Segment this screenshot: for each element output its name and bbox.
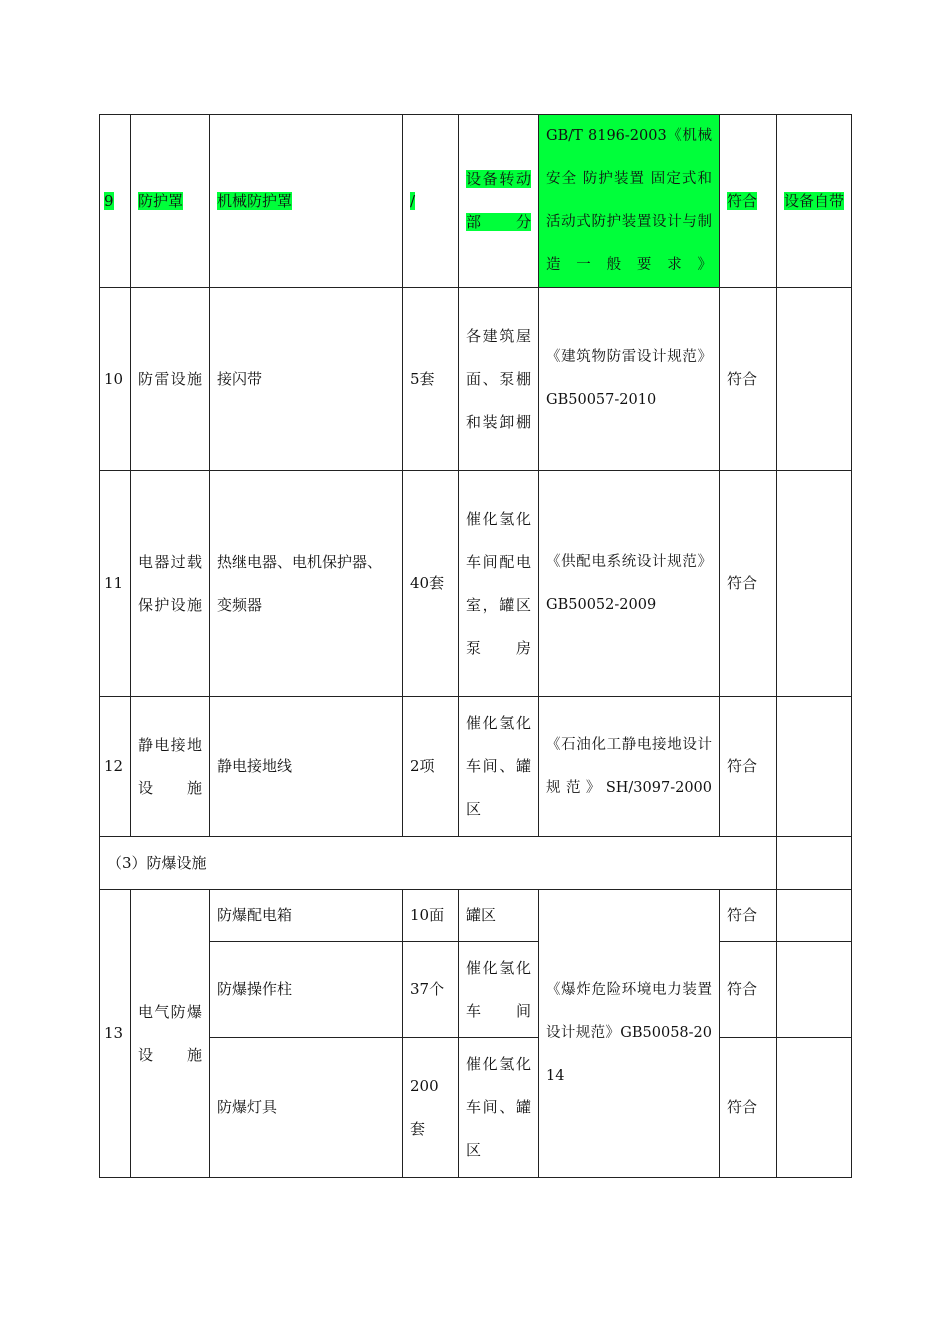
section-row (100, 837, 852, 890)
result: 符合 (720, 697, 777, 837)
category-cell (131, 890, 210, 1178)
standard-cell (539, 288, 720, 471)
location: 催化氢化车间、罐区 (466, 714, 531, 818)
location-cell (459, 471, 539, 697)
location-cell (459, 942, 539, 1038)
category-cell (131, 471, 210, 697)
standard-cell (539, 890, 720, 1178)
quantity: 37个 (403, 942, 459, 1038)
standard: GB/T 8196-2003《机械安全 防护装置 固定式和活动式防护装置设计与制造一般要求》 (546, 128, 712, 273)
result-cell (720, 115, 777, 288)
location: 各建筑屋面、泵棚和装卸棚 (466, 326, 531, 431)
section-title: （3）防爆设施 (100, 837, 777, 890)
category-cell (131, 697, 210, 837)
item: 防爆配电箱 (210, 890, 403, 942)
location: 罐区 (459, 890, 539, 942)
standard-cell (539, 471, 720, 697)
result: 符合 (720, 942, 777, 1038)
result: 符合 (720, 1038, 777, 1178)
item-cell (210, 115, 403, 288)
location: 催化氢化车间配电室，罐区泵房 (466, 509, 531, 657)
standard: 《建筑物防雷设计规范》GB50057-2010 (546, 349, 712, 408)
remark-cell (777, 890, 852, 942)
standard-cell (539, 697, 720, 837)
standard-cell (539, 115, 720, 288)
row-number: 10 (100, 288, 131, 471)
table-row (100, 115, 852, 288)
remark (777, 288, 852, 471)
row-number: 9 (104, 191, 114, 210)
item: 热继电器、电机保护器、变频器 (210, 471, 403, 697)
location-cell (459, 115, 539, 288)
category: 防护罩 (138, 191, 184, 210)
remark (777, 697, 852, 837)
item: 机械防护罩 (217, 191, 293, 210)
safety-facilities-table (99, 114, 852, 1178)
standard: 《石油化工静电接地设计规范》SH/3097-2000 (546, 736, 712, 796)
category: 电器过载保护设施 (138, 552, 202, 614)
row-number: 13 (100, 890, 131, 1178)
item: 静电接地线 (210, 697, 403, 837)
category: 防雷设施 (138, 369, 202, 388)
location: 催化氢化车间 (466, 958, 531, 1020)
quantity: 5套 (403, 288, 459, 471)
location-cell (459, 288, 539, 471)
remark-cell (777, 837, 852, 890)
quantity: / (410, 191, 416, 210)
quantity: 10面 (403, 890, 459, 942)
remark (777, 471, 852, 697)
quantity-cell (403, 115, 459, 288)
location-cell (459, 697, 539, 837)
standard: 《爆炸危险环境电力装置设计规范》GB50058-2014 (546, 982, 712, 1084)
standard: 《供配电系统设计规范》GB50052-2009 (546, 553, 712, 613)
quantity: 200套 (403, 1038, 459, 1178)
quantity: 2项 (403, 697, 459, 837)
row-number: 12 (100, 697, 131, 837)
table-row (100, 1038, 852, 1178)
quantity: 40套 (403, 471, 459, 697)
remark: 设备自带 (784, 191, 845, 210)
category: 电气防爆设施 (138, 1002, 202, 1064)
table-row (100, 697, 852, 837)
table-row (100, 288, 852, 471)
table-row (100, 942, 852, 1038)
result: 符合 (727, 191, 758, 210)
remark-cell (777, 1038, 852, 1178)
table-row (100, 890, 852, 942)
category: 静电接地设施 (138, 735, 202, 797)
location-cell (459, 1038, 539, 1178)
table-row (100, 471, 852, 697)
category-cell (131, 288, 210, 471)
category-cell (131, 115, 210, 288)
location: 设备转动部分 (466, 170, 531, 231)
item: 接闪带 (210, 288, 403, 471)
remark-cell (777, 115, 852, 288)
row-number-cell (100, 115, 131, 288)
location: 催化氢化车间、罐区 (466, 1055, 531, 1159)
item: 防爆操作柱 (210, 942, 403, 1038)
result: 符合 (720, 890, 777, 942)
row-number: 11 (100, 471, 131, 697)
remark-cell (777, 942, 852, 1038)
item: 防爆灯具 (210, 1038, 403, 1178)
result: 符合 (720, 288, 777, 471)
result: 符合 (720, 471, 777, 697)
